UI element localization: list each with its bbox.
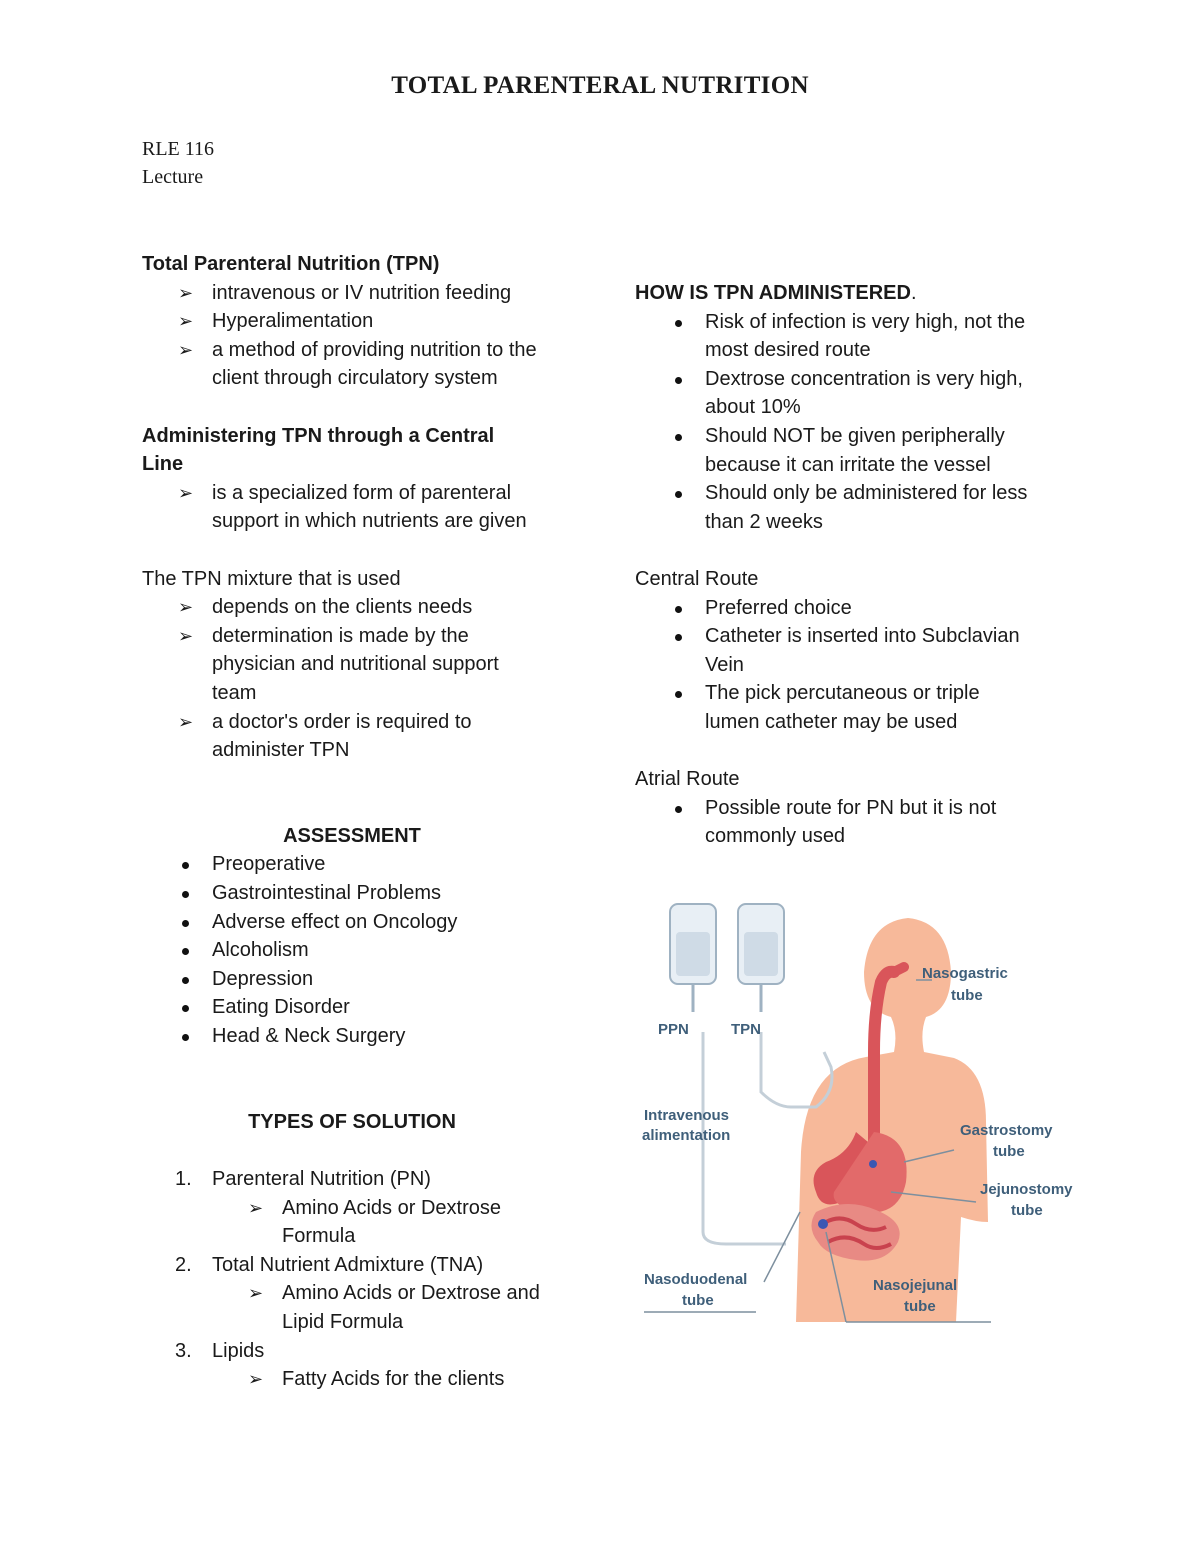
label-jejunostomy-tube: tube [1011,1202,1043,1219]
bullet-dot-icon [182,948,189,955]
feeding-routes-diagram [636,892,1086,1332]
list-item: ➢ Hyperalimentation [142,307,612,336]
label-nasojejunal: Nasojejunal [873,1277,958,1294]
list-item: Preferred choice [635,594,1105,623]
list-item: ➢ is a specialized form of parenteral [142,479,612,508]
list-item: Eating Disorder [142,993,612,1022]
bullet-dot-icon [675,320,682,327]
solution-types-heading: TYPES OF SOLUTION [248,1110,456,1133]
bullet-dot-icon [675,434,682,441]
label-nasoduodenal-tube: tube [682,1292,714,1309]
bullet-dot-icon [675,806,682,813]
list-item-continued: lumen catheter may be used [705,710,958,733]
assessment-heading: ASSESSMENT [283,824,421,847]
tpn-heading: Total Parenteral Nutrition (TPN) [142,253,440,275]
arrow-bullet-icon: ➢ [248,1283,264,1304]
label-nasogastric: Nasogastric [922,965,1008,982]
list-item-continued: Vein [705,653,744,676]
list-item: Depression [142,965,612,994]
list-item-continued: physician and nutritional support [212,653,499,676]
numbered-item: 3. Lipids [175,1339,265,1362]
document-title: TOTAL PARENTERAL NUTRITION [391,72,809,99]
label-nasoduodenal: Nasoduodenal [644,1271,748,1288]
sub-item: ➢ Amino Acids or Dextrose and [142,1279,612,1308]
bullet-dot-icon [675,634,682,641]
arrow-bullet-icon: ➢ [178,282,194,303]
label-nasogastric-tube: tube [951,987,983,1004]
list-item: Preoperative [142,850,612,879]
label-alimentation: alimentation [642,1127,731,1144]
list-item-continued: client through circulatory system [212,367,498,390]
list-item-continued: commonly used [705,825,846,848]
label-ppn: PPN [658,1021,689,1038]
atrial-route-heading: Atrial Route [635,768,740,791]
label-gastrostomy: Gastrostomy [960,1122,1053,1139]
mixture-heading: The TPN mixture that is used [142,567,401,590]
arrow-bullet-icon: ➢ [178,482,194,503]
list-item: Dextrose concentration is very high, [635,365,1105,394]
bullet-dot-icon [182,977,189,984]
list-item: Should NOT be given peripherally [635,422,1105,451]
bullet-dot-icon [675,691,682,698]
list-item: ➢ depends on the clients needs [142,593,612,622]
list-item-continued: administer TPN [212,739,350,762]
list-item: Adverse effect on Oncology [142,908,612,937]
bullet-dot-icon [182,862,189,869]
arrow-bullet-icon: ➢ [248,1369,264,1390]
arrow-bullet-icon: ➢ [178,339,194,360]
course-code: RLE 116 [142,138,215,160]
list-item-continued: support in which nutrients are given [212,510,527,533]
arrow-bullet-icon: ➢ [178,311,194,332]
central-line-heading: Administering TPN through a Central [142,424,495,447]
sub-item-continued: Formula [282,1225,356,1248]
left-column [142,250,612,1394]
arrow-bullet-icon: ➢ [248,1197,264,1218]
arrow-bullet-icon: ➢ [178,625,194,646]
list-item: ➢ intravenous or IV nutrition feeding [142,279,612,308]
bullet-dot-icon [182,1034,189,1041]
list-item: The pick percutaneous or triple [635,679,1105,708]
list-item: Gastrointestinal Problems [142,879,612,908]
label-intravenous: Intravenous [644,1107,730,1124]
sub-item-continued: Lipid Formula [282,1310,404,1333]
central-line-heading-cont: Line [142,453,184,476]
list-item-continued: because it can irritate the vessel [705,453,991,476]
list-item: ➢ a doctor's order is required to [142,708,612,737]
list-item: Risk of infection is very high, not the [635,308,1105,337]
central-route-heading: Central Route [635,567,759,590]
numbered-item: 1. Parenteral Nutrition (PN) [175,1168,431,1190]
ppn-bag-icon [670,904,716,1012]
label-gastrostomy-tube: tube [993,1143,1025,1160]
list-item: Catheter is inserted into Subclavian [635,622,1105,651]
arrow-bullet-icon: ➢ [178,597,194,618]
list-item: Alcoholism [142,936,612,965]
document-type: Lecture [142,166,204,188]
numbered-item: 2. Total Nutrient Admixture (TNA) [175,1253,484,1276]
bullet-dot-icon [675,606,682,613]
arrow-bullet-icon: ➢ [178,711,194,732]
list-item: ➢ a method of providing nutrition to the [142,336,612,365]
list-item: Possible route for PN but it is not [635,794,1105,823]
bullet-dot-icon [182,891,189,898]
list-item-continued: than 2 weeks [705,510,823,533]
list-item: ➢ determination is made by the [142,622,612,651]
list-item-continued: most desired route [705,339,871,362]
bullet-dot-icon [182,1005,189,1012]
list-item-continued: about 10% [705,396,801,419]
right-column [635,279,1105,851]
list-item: Should only be administered for less [635,479,1105,508]
sub-item: ➢ Amino Acids or Dextrose [142,1194,612,1223]
bullet-dot-icon [675,377,682,384]
administered-heading: HOW IS TPN ADMINISTERED. [635,282,917,304]
tpn-bag-icon [738,904,784,1012]
bullet-dot-icon [182,920,189,927]
label-tpn: TPN [731,1021,761,1038]
list-item: Head & Neck Surgery [142,1022,612,1051]
label-nasojejunal-tube: tube [904,1298,936,1315]
sub-item: ➢ Fatty Acids for the clients [142,1365,612,1394]
label-jejunostomy: Jejunostomy [980,1181,1073,1198]
bullet-dot-icon [675,491,682,498]
list-item-continued: team [212,681,257,704]
